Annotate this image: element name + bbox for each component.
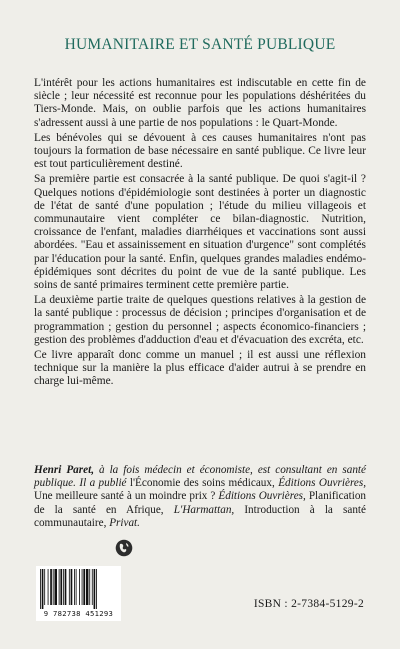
- bio-text: à la fois médecin et économiste, est consultant en santé publique. Il a publié: [34, 464, 366, 490]
- barcode-number: 9 782738 451293: [36, 609, 121, 618]
- publisher-globe-logo-icon: [115, 539, 133, 557]
- bio-publisher: Éditions Ouvrières,: [278, 477, 366, 490]
- bio-book: l'Économie des soins médicaux,: [129, 477, 279, 490]
- bio-book: Introduction à la santé communautaire,: [34, 503, 366, 529]
- bio-publisher: L'Harmattan,: [173, 503, 235, 516]
- blurb-paragraph: L'intérêt pour les actions humanitaires est indiscutable en cette fin de siècle ; leur nécessité est reconnue pour les populations déshéritées du Tiers-Monde. Mais, on oublie parfois que les actions humanitaires s'adressent aussi à une partie de nos populations : le Quart-Monde.: [34, 77, 366, 129]
- author-bio: [34, 464, 366, 530]
- blurb-paragraph: Ce livre apparaît donc comme un manuel ; il est aussi une réflexion technique sur la manière la plus efficace d'aider autrui à se prendre en charge lui-même.: [34, 349, 366, 388]
- blurb-paragraph: La deuxième partie traite de quelques questions relatives à la gestion de la santé publique : processus de décision ; principes d'organisation et de programmation ; gestion du personnel ; aspects économico-financiers ; gestion des problèmes d'adduction d'eau et d'évacuation des excréta, etc.: [34, 294, 366, 346]
- blurb-paragraph: Les bénévoles qui se dévouent à ces causes humanitaires n'ont pas toujours la formation de base nécessaire en santé publique. Ce livre leur est tout particulièrement destiné.: [34, 131, 366, 171]
- bio-publisher: Éditions Ouvrières,: [218, 490, 306, 503]
- bio-publisher: Privat.: [109, 516, 140, 529]
- bio-book: Planification de la santé en Afrique,: [34, 490, 367, 516]
- author-name: Henri Paret,: [34, 464, 94, 476]
- blurb-text: [34, 77, 366, 391]
- cover-title: HUMANITAIRE ET SANTÉ PUBLIQUE: [64, 36, 336, 53]
- isbn-label: ISBN : 2-7384-5129-2: [253, 598, 364, 610]
- bio-book: Une meilleure santé à un moindre prix ?: [34, 490, 219, 503]
- blurb-paragraph: Sa première partie est consacrée à la santé publique. De quoi s'agit-il ? Quelques notions d'épidémiologie sont destinées à porter un diagnostic de l'état de santé d'une population ; l'étude du milieu villageois et communautaire vient compléter ce bilan-diagnostic. Nutrition, croissance de l'enfant, maladies diarrhéiques et vaccinations sont aussi abordées. "Eau et assainissement en situation d'urgence" sont complétés par l'éducation pour la santé. Enfin, quelques grandes maladies endémo-épidémiques sont décrites du point de vue de la santé publique. Les soins de santé primaires terminent cette première partie.: [34, 173, 366, 292]
